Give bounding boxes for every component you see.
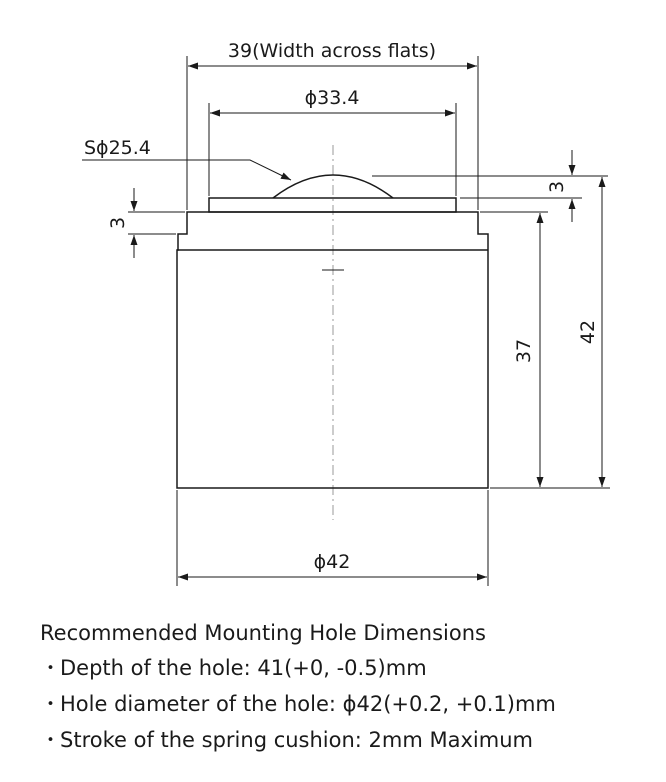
note-text: Stroke of the spring cushion: 2mm Maximum: [60, 728, 533, 752]
notes-title: Recommended Mounting Hole Dimensions: [40, 621, 486, 645]
note-item-hole-diameter: [40, 686, 660, 722]
bullet: ・: [40, 656, 61, 680]
bullet: ・: [40, 728, 61, 752]
label-body-height: 37: [513, 338, 535, 364]
label-flange-diameter: ϕ33.4: [304, 87, 360, 109]
label-total-height: 42: [577, 319, 599, 345]
note-item-hole-depth: [40, 650, 660, 686]
bullet: ・: [40, 692, 61, 716]
label-ball-diameter: Sϕ25.4: [84, 137, 151, 159]
mounting-hole-notes: [40, 616, 660, 758]
note-text: Hole diameter of the hole: ϕ42(+0.2, +0.1)mm: [60, 692, 556, 716]
label-flange-step: 3: [107, 216, 129, 230]
notes-list: [40, 650, 660, 758]
note-item-spring-stroke: [40, 722, 660, 758]
label-ball-protrusion: 3: [546, 180, 568, 194]
note-text: Depth of the hole: 41(+0, -0.5)mm: [60, 656, 427, 680]
label-width-across-flats: 39(Width across flats): [227, 40, 437, 62]
label-body-diameter: ϕ42: [313, 551, 351, 573]
